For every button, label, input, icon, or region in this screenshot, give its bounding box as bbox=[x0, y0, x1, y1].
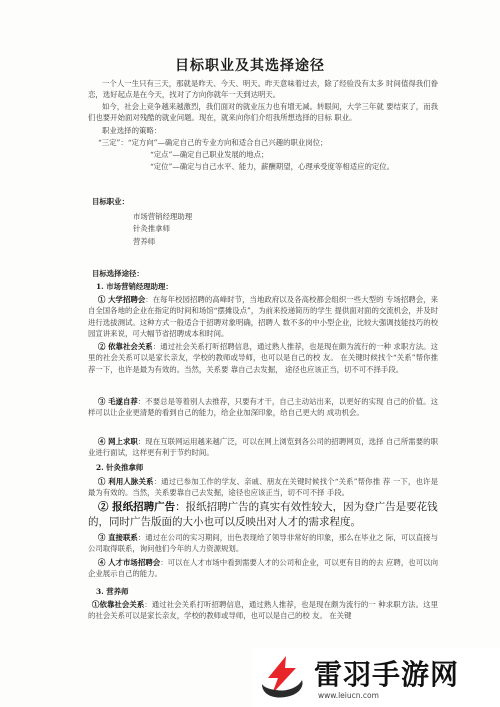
item-text: ：通过社会关系打听招聘信息，通过熟人推荐，也是现在颇为流行的一 种求职方法。这里的社会关系可以是家长亲友，学校的教师或导师，也可以是自己的校 友。 在关键 bbox=[88, 600, 438, 621]
item-lead: ① 大学招聘会 bbox=[98, 295, 146, 304]
item-text: ：通过在公司的实习期间，出色表现给了领导非常好的印象，那么在毕业之 际，可以直接与公司取得联系，询问他们今年的人力资源规划。 bbox=[88, 533, 438, 554]
section-1-item-3 bbox=[88, 396, 438, 419]
item-text: ：现在互联网运用越来越广泛，可以在网上浏览到各公司的招聘网页，选择 自己所需要的职业进行面试，这样更有利于节约时间。 bbox=[88, 437, 438, 458]
section-2-item-3 bbox=[88, 532, 438, 555]
watermark-site-name: 雷羽手游网 bbox=[314, 658, 460, 691]
item-lead: ① 利用人脉关系 bbox=[98, 477, 154, 486]
section-2-title: 2. 针灸推拿师 bbox=[96, 463, 144, 472]
item-lead: ③ 毛遂自荐 bbox=[98, 397, 138, 406]
target-job-item: 市场营销经理助理 bbox=[133, 212, 193, 221]
watermark-logo-icon bbox=[256, 654, 308, 700]
item-text: ：在每年校园招聘的高峰时节，当地政府以及各高校都会组织一些大型的 专场招聘会，来自全国各地的企业在指定的时间和场馆“摆摊设点”，为前来投递简历的学生 提供面对面的交流机会，并及时进行选拔测试。这种方式一般适合于招聘对象明确，招聘人 数不多的中小型企业，比较大强调技能技巧的校园宣讲来说，可大幅节省招聘成本和时间。 bbox=[88, 295, 438, 338]
item-text: ：报纸招聘广告的真实有效性较大，因为登广告是要花钱的，同时广告版面的大小也可以反映出对人才的需求程度。 bbox=[88, 501, 438, 528]
section-1-item-2 bbox=[88, 341, 438, 375]
three-fix-position: “定位”—确定与自己水平、能力，薪酬期望，心理承受度等相适应的定位。 bbox=[150, 162, 395, 171]
section-1-item-1 bbox=[88, 294, 438, 339]
item-text: ：通过社会关系打听招聘信息，通过熟人推荐，也是现在颇为流行的一种 求职方法。这里的社会关系可以是家长亲友，学校的教师或导师，也可以是自己的校 友。 在关键时候找个“关系”帮你推荐一下，也许是最为有效的。当然，关系要 靠自己去发掘， 途径也应该正当，切不可不择手段。 bbox=[88, 342, 438, 374]
item-lead: ③ 直接联系 bbox=[98, 533, 138, 542]
item-lead: ④ 网上求职 bbox=[98, 437, 138, 446]
item-text: ：通过已参加工作的学友、亲戚、朋友在关键时候找个“关系”帮你推 荐 一下，也许是最为有效的。当然，关系要靠自己去发掘，途径也应该正当，切不可不择 手段。 bbox=[88, 477, 438, 498]
target-jobs-heading: 目标职业： bbox=[92, 197, 129, 206]
section-3-item-1 bbox=[88, 599, 438, 622]
three-fix-point: “定点”—确定自己职业发展的地点； bbox=[150, 150, 269, 159]
target-job-item: 针灸推拿师 bbox=[133, 224, 170, 233]
item-lead: ①依靠社会关系 bbox=[92, 600, 145, 609]
item-lead: ② 依靠社会关系 bbox=[98, 342, 153, 351]
item-text: ：可以在人才市场中看到需要人才的公司和企业，可以更有目的的去 应聘，也可以向企业展示自己的能力。 bbox=[88, 558, 438, 579]
document-title: 目标职业及其选择途径 bbox=[175, 58, 325, 74]
item-lead: ④ 人才市场招聘会 bbox=[98, 558, 161, 567]
target-job-item: 营养师 bbox=[133, 237, 156, 246]
section-1-title: 1. 市场营销经理助理： bbox=[96, 282, 173, 291]
section-1-item-4 bbox=[88, 436, 438, 459]
section-2-item-2 bbox=[88, 500, 438, 530]
intro-paragraph-1: 一个人一生只有三天，那就是昨天、今天、明天。昨天意味着过去，除了经验没有太多 时间值得我们眷恋，选好起点是在今天，找对了方向你就年一天到达明天。 bbox=[88, 79, 438, 100]
section-3-title: 3. 营养师 bbox=[96, 587, 129, 596]
paths-heading: 目标选择途径： bbox=[92, 269, 144, 278]
three-fix-direction: “三定”：“定方向”—确定自己的专业方向和适合自己兴趣的职业岗位； bbox=[98, 138, 328, 147]
item-lead: ② 报纸招聘广告 bbox=[98, 501, 176, 513]
watermark-url: www.leiucn.com bbox=[318, 691, 379, 700]
strategy-label: 职业选择的策略： bbox=[102, 126, 162, 135]
intro-paragraph-2: 如今，社会上竞争越来越激烈，我们面对的就业压力也有增无减。转眼间，大学三年就 要结束了，而我们也要开始面对残酷的就业问题。现在，就来向你们介绍我所想选择的目标 职业。 bbox=[88, 102, 438, 123]
section-2-item-1 bbox=[88, 476, 438, 499]
section-2-item-4 bbox=[88, 557, 438, 580]
site-watermark bbox=[252, 648, 500, 707]
item-text: ：不要总是等着别人去推荐，只要有才干，自己主动站出来，以更好的实现 自己的价值。这样可以让企业更清楚的看到自己的能力，给企业加深印象，给自己更大的 成功机会。 bbox=[88, 397, 438, 418]
